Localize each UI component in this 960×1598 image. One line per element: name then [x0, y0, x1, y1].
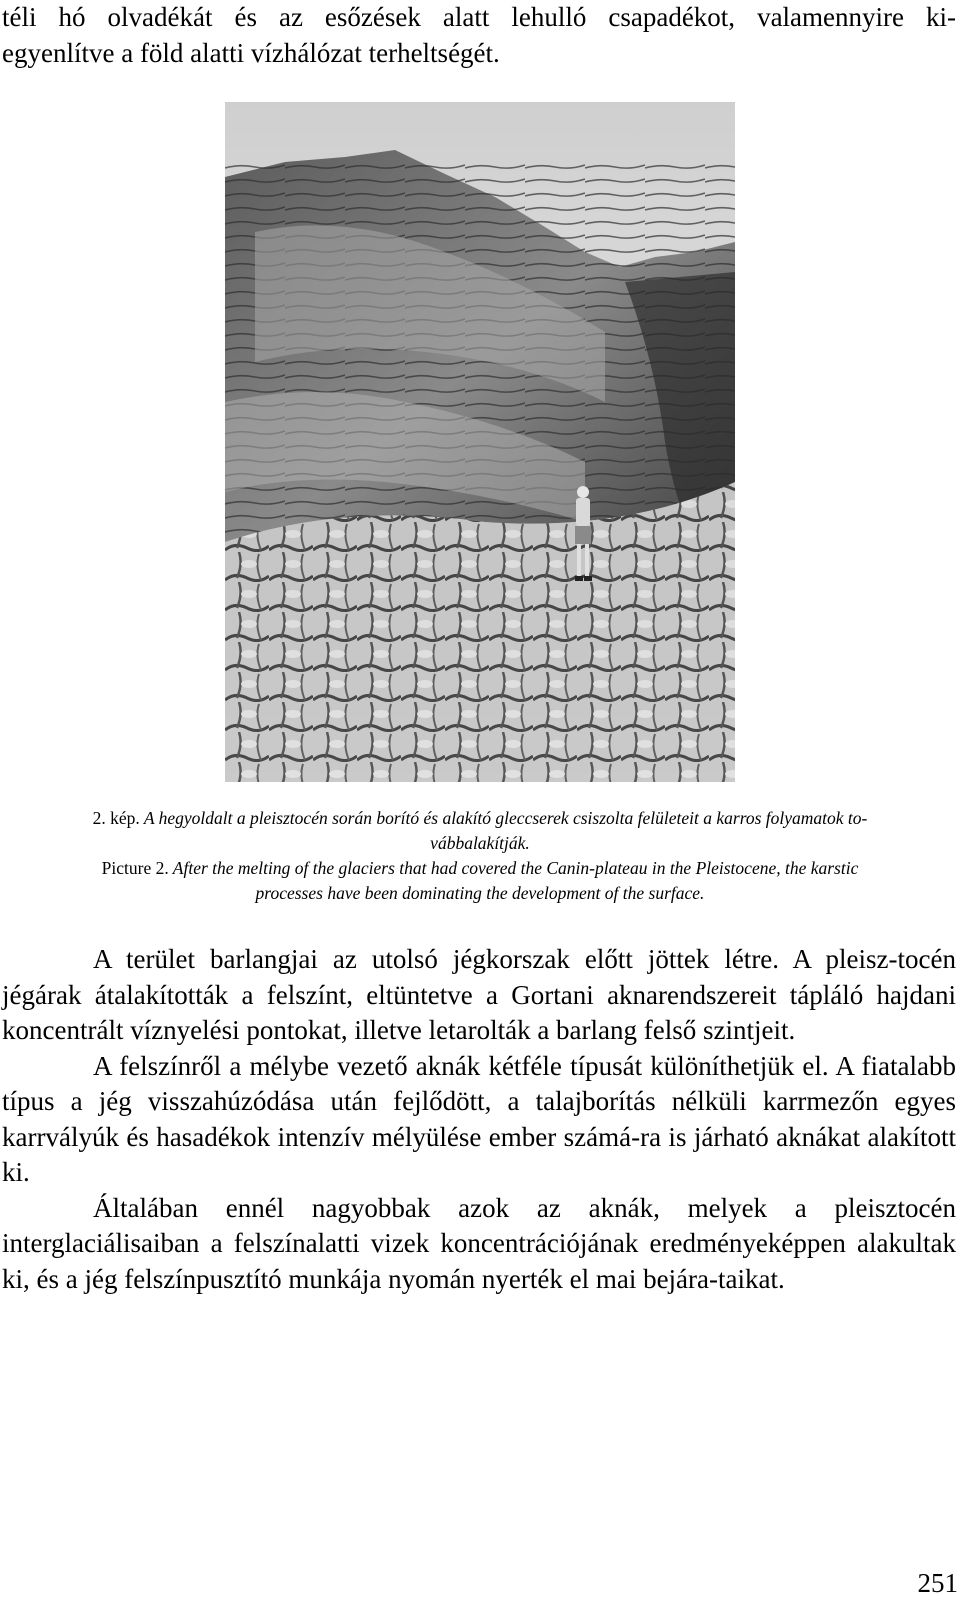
figure-caption-english — [0, 856, 960, 905]
caption-hu-text-2: vábbalakítják. — [430, 832, 530, 853]
photo-illustration — [225, 102, 735, 782]
page-number: 251 — [917, 1568, 958, 1598]
caption-en-text-2: processes have been dominating the development of the surface. — [255, 882, 705, 903]
figure-caption-hungarian — [0, 806, 960, 855]
top-paragraph-line-2: egyenlítve a föld alatti vízhálózat terheltségét. — [2, 37, 500, 68]
caption-en-lead: Picture 2. — [101, 858, 169, 878]
caption-en-text: After the melting of the glaciers that had covered the Canin-plateau in the Pleistocene, the karstic — [172, 858, 859, 878]
caption-hu-lead: 2. kép. — [92, 808, 140, 828]
body-paragraph-3: Általában ennél nagyobbak azok az aknák, melyek a pleisztocén interglaciálisaiban a felszínalatti vizek koncentrációjának eredményeképpen alakultak ki, és a jég felszínpusztító munkája nyomán nyerték el mai bejára-taikat. — [2, 1192, 956, 1294]
top-paragraph — [2, 0, 956, 71]
top-paragraph-line-1: téli hó olvadékát és az esőzések alatt lehulló csapadékot, valamennyire ki- — [2, 2, 956, 32]
caption-hu-text: A hegyoldalt a pleisztocén során borító és alakító gleccserek csiszolta felületeit a karros folyamatok to- — [143, 808, 868, 828]
body-paragraph-2: A felszínről a mélybe vezető aknák kétféle típusát különíthetjük el. A fiatalabb típus a jég visszahúzódása után fejlődött, a talajborítás nélküli karrmezőn egyes karrvályúk és hasadékok intenzív mélyülése ember számá-ra is járható aknákat alakított ki. — [2, 1050, 956, 1187]
body-paragraph-1: A terület barlangjai az utolsó jégkorszak előtt jöttek létre. A pleisz-tocén jégárak átalakították a felszínt, eltüntetve a Gortani aknarendszereit tápláló hajdani koncentrált víznyelési pontokat, illetve letarolták a barlang felső szintjeit. — [2, 944, 956, 1045]
body-text — [2, 942, 956, 1297]
karst-landscape-photo — [225, 102, 735, 782]
